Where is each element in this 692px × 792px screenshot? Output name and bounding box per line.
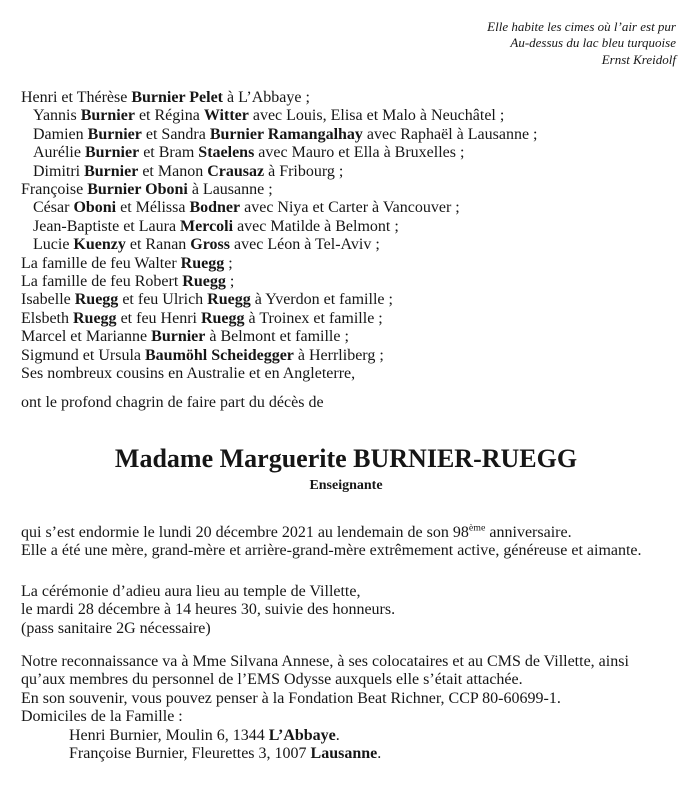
emphasized-name: Gross [190, 236, 231, 254]
text-segment: Yannis [33, 107, 81, 125]
ceremony-paragraph [21, 583, 395, 638]
emphasized-name: Ruegg [180, 254, 225, 272]
emphasized-name: Oboni [73, 199, 117, 217]
epigraph [487, 19, 676, 68]
text-segment: le mardi 28 décembre à 14 heures 30, suivie des honneurs. [21, 601, 396, 619]
text-line [21, 181, 538, 199]
text-segment: Henri Burnier, Moulin 6, 1344 [69, 726, 269, 744]
deceased-name: Madame Marguerite BURNIER-RUEGG [114, 444, 578, 473]
text-line [21, 708, 629, 726]
emphasized-name: Kuenzy [73, 236, 126, 254]
text-segment: Notre reconnaissance va à Mme Silvana Annese, à ses colocataires et au CMS de Villette, ainsi [21, 653, 629, 670]
text-line [69, 745, 629, 763]
emphasized-name: Mercoli [180, 217, 234, 235]
text-segment: et Régina [134, 107, 204, 125]
emphasized-name: Burnier [87, 125, 142, 143]
text-line [21, 653, 629, 671]
text-segment: Ses nombreux cousins en Australie et en Angleterre, [21, 365, 356, 383]
text-line [33, 144, 538, 162]
text-segment: à Lausanne ; [187, 181, 273, 199]
text-line [21, 524, 642, 542]
text-segment: Françoise Burnier, Fleurettes 3, 1007 [69, 745, 311, 763]
text-segment: anniversaire. [485, 524, 572, 541]
emphasized-name: Staelens [198, 144, 255, 162]
text-line [487, 35, 676, 51]
text-segment: et Ranan [125, 236, 191, 254]
text-line [21, 365, 538, 383]
text-segment: avec Mauro et Ella à Bruxelles ; [254, 144, 465, 162]
emphasized-name: Burnier [84, 162, 139, 180]
text-line [21, 583, 395, 601]
text-segment: La famille de feu Robert [21, 273, 183, 291]
text-segment: ; [225, 273, 235, 291]
text-segment: à Belmont et famille ; [205, 328, 349, 346]
text-segment: et Mélissa [116, 199, 190, 217]
emphasized-name: Ruegg [200, 309, 245, 327]
text-segment: Sigmund et Ursula [21, 346, 145, 364]
text-line [33, 126, 538, 144]
text-line [21, 620, 395, 638]
text-segment: La famille de feu Walter [21, 254, 181, 272]
text-line [21, 542, 642, 560]
text-segment: Elle a été une mère, grand-mère et arrière-grand-mère extrêmement active, généreuse et aimante. [21, 542, 642, 560]
emphasized-name: Burnier Oboni [87, 181, 188, 199]
text-line [33, 236, 538, 254]
deceased-header [0, 444, 692, 494]
text-line [21, 601, 395, 619]
text-segment: avec Léon à Tel-Aviv ; [230, 236, 380, 254]
text-segment: Isabelle [21, 291, 75, 309]
text-segment: Domiciles de la Famille : [21, 708, 183, 726]
text-segment: Jean-Baptiste et Laura [33, 217, 181, 235]
text-line [21, 671, 629, 689]
text-line [21, 690, 629, 708]
text-segment: La cérémonie d’adieu aura lieu au temple de Villette, [21, 583, 361, 600]
acknowledgement-paragraph [21, 653, 629, 763]
emphasized-name: Witter [203, 107, 249, 125]
emphasized-name: Baumöhl Scheidegger [145, 346, 294, 364]
text-line [21, 273, 538, 291]
text-segment: . [335, 726, 340, 744]
text-segment: et Sandra [141, 125, 210, 143]
text-segment: (pass sanitaire 2G nécessaire) [21, 619, 211, 637]
text-segment: César [33, 199, 74, 217]
text-line [21, 291, 538, 309]
text-line [21, 347, 538, 365]
text-segment: avec Louis, Elisa et Malo à Neuchâtel ; [248, 107, 505, 125]
text-line [33, 107, 538, 125]
text-line [487, 19, 676, 35]
text-segment: Damien [33, 125, 88, 143]
text-segment: qui s’est endormie le lundi 20 décembre 2021 au lendemain de son 98 [21, 524, 469, 541]
epigraph-quote [487, 19, 676, 52]
text-segment: ème [468, 522, 486, 534]
text-segment: Marcel et Marianne [21, 328, 152, 346]
text-line [69, 727, 629, 745]
text-line [33, 218, 538, 236]
text-segment: Henri et Thérèse [21, 89, 132, 106]
emphasized-name: Bodner [189, 199, 241, 217]
text-segment: à L’Abbaye ; [223, 89, 310, 106]
emphasized-name: Burnier Ramangalhay [209, 125, 363, 143]
emphasized-name: Ruegg [207, 291, 251, 309]
emphasized-name: Burnier [80, 107, 135, 125]
text-segment: avec Niya et Carter à Vancouver ; [240, 199, 460, 217]
text-segment: Elle habite les cimes où l’air est pur [487, 19, 676, 34]
text-line [33, 163, 538, 181]
emphasized-name: L’Abbaye [268, 726, 336, 744]
text-segment: à Herrliberg ; [293, 346, 384, 364]
text-segment: avec Matilde à Belmont ; [233, 217, 399, 235]
text-line [21, 328, 538, 346]
text-line [33, 199, 538, 217]
emphasized-name: Burnier [84, 144, 140, 162]
text-segment: Elsbeth [21, 309, 73, 327]
text-line [21, 89, 538, 107]
announcement-line [21, 394, 324, 412]
text-segment: qu’aux membres du personnel de l’EMS Odysse auxquels elle s’était attachée. [21, 671, 523, 689]
announcement-text: ont le profond chagrin de faire part du décès de [21, 394, 324, 411]
text-segment: Lucie [33, 236, 74, 254]
text-segment: et Bram [139, 144, 199, 162]
emphasized-name: Ruegg [182, 273, 226, 291]
text-segment: . [377, 745, 382, 763]
text-segment: à Troinex et famille ; [244, 309, 383, 327]
emphasized-name: Ruegg [74, 291, 119, 309]
text-segment: et Manon [138, 162, 208, 180]
text-line [21, 255, 538, 273]
emphasized-name: Crausaz [207, 162, 265, 180]
text-segment: à Fribourg ; [264, 162, 344, 180]
text-segment: Dimitri [33, 162, 85, 180]
emphasized-name: Burnier Pelet [131, 89, 224, 106]
text-segment: En son souvenir, vous pouvez penser à la Fondation Beat Richner, CCP 80-60699-1. [21, 689, 561, 707]
text-segment: Françoise [21, 181, 88, 199]
deceased-role: Enseignante [309, 478, 383, 493]
emphasized-name: Burnier [151, 328, 206, 346]
text-segment: à Yverdon et famille ; [250, 291, 393, 309]
life-paragraph [21, 524, 642, 561]
epigraph-attribution: Ernst Kreidolf [601, 51, 676, 67]
text-segment: et feu Ulrich [118, 291, 208, 309]
text-segment: et feu Henri [116, 309, 201, 327]
emphasized-name: Lausanne [310, 745, 378, 763]
emphasized-name: Ruegg [73, 309, 117, 327]
family-list [21, 89, 538, 384]
text-segment: ; [224, 254, 233, 272]
text-segment: Aurélie [33, 144, 85, 162]
text-segment: Au-dessus du lac bleu turquoise [510, 35, 676, 51]
text-segment: avec Raphaël à Lausanne ; [362, 125, 538, 143]
text-line [21, 310, 538, 328]
